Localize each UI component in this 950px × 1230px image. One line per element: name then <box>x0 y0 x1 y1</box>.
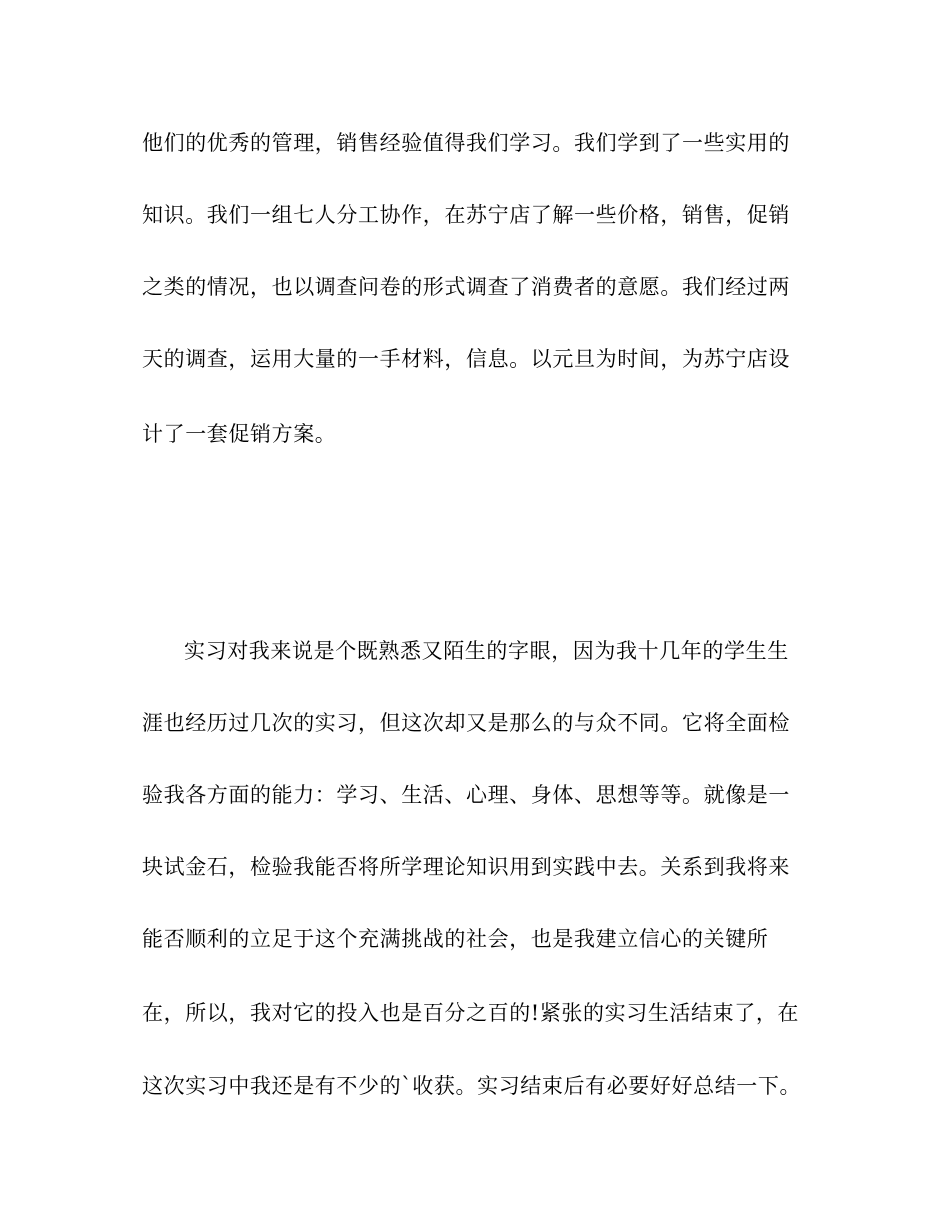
text-line: 块试金石，检验我能否将所学理论知识用到实践中去。关系到我将来 <box>142 855 790 879</box>
text-line: 在，所以，我对它的投入也是百分之百的!紧张的实习生活结束了，在 <box>142 1001 800 1025</box>
text-line: 知识。我们一组七人分工协作，在苏宁店了解一些价格，销售，促销 <box>142 203 790 227</box>
text-line: 他们的优秀的管理，销售经验值得我们学习。我们学到了一些实用的 <box>142 131 790 155</box>
text-line: 实习对我来说是个既熟悉又陌生的字眼，因为我十几年的学生生 <box>184 639 789 663</box>
text-line: 能否顺利的立足于这个充满挑战的社会，也是我建立信心的关键所 <box>142 927 769 951</box>
text-line: 验我各方面的能力：学习、生活、心理、身体、思想等等。就像是一 <box>142 783 790 807</box>
text-line: 这次实习中我还是有不少的`收获。实习结束后有必要好好总结一下。 <box>142 1074 802 1098</box>
text-line: 天的调查，运用大量的一手材料，信息。以元旦为时间，为苏宁店设 <box>142 347 790 371</box>
text-line: 之类的情况，也以调查问卷的形式调查了消费者的意愿。我们经过两 <box>142 275 790 299</box>
text-line: 计了一套促销方案。 <box>142 422 337 446</box>
text-line: 涯也经历过几次的实习，但这次却又是那么的与众不同。它将全面检 <box>142 711 790 735</box>
